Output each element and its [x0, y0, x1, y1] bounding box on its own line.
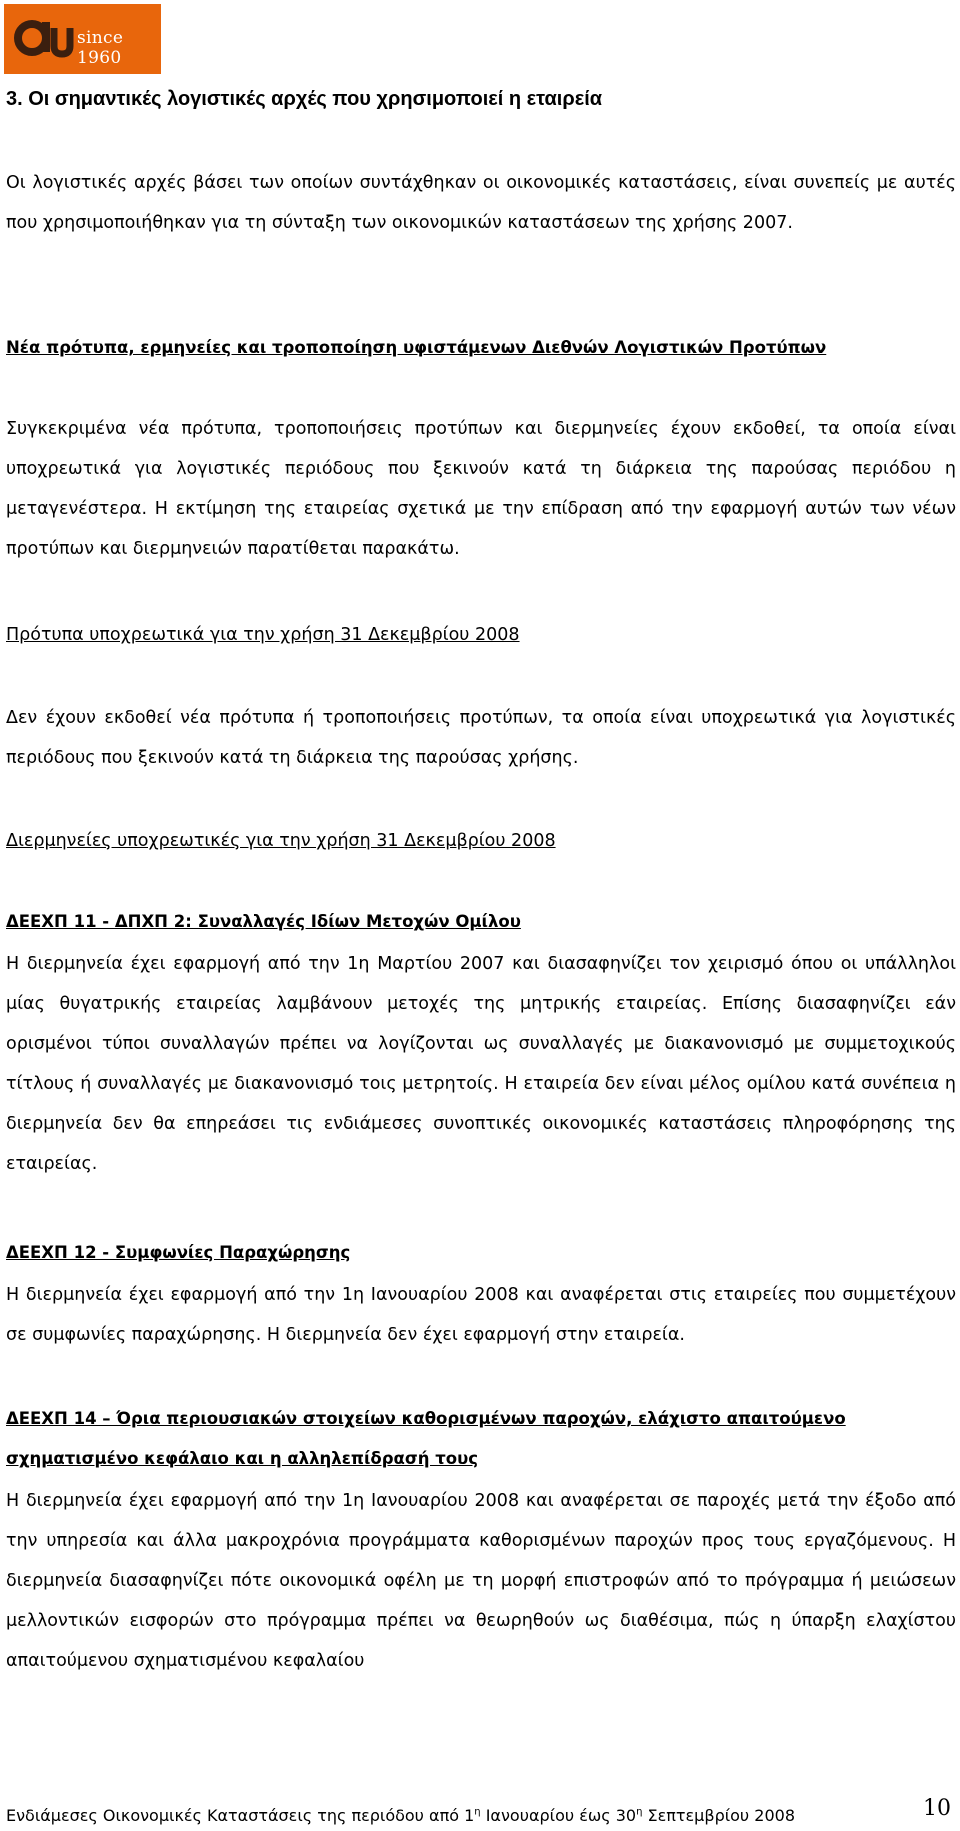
ifric12-paragraph: Η διερμηνεία έχει εφαρμογή από την 1η Ιανουαρίου 2008 και αναφέρεται στις εταιρείες που συμμετέχουν σε συμφωνίες παραχώρησης. Η διερμηνεία δεν έχει εφαρμογή στην εταιρεία.: [6, 1285, 956, 1345]
intro-paragraph: Οι λογιστικές αρχές βάσει των οποίων συντάχθηκαν οι οικονομικές καταστάσεις, είναι συνεπείς με αυτές που χρησιμοποιήθηκαν για τη σύνταξη των οικονομικών καταστάσεων της χρήσης 2007.: [6, 173, 956, 233]
footer-text-part3: Σεπτεμβρίου 2008: [642, 1806, 795, 1825]
ifric12-title: ΔΕΕΧΠ 12 - Συμφωνίες Παραχώρησης: [6, 1243, 351, 1262]
footer-text-part1: Ενδιάμεσες Οικονομικές Καταστάσεις της περιόδου από 1: [6, 1806, 475, 1825]
ifric14-title-line1: ΔΕΕΧΠ 14 – Όρια περιουσιακών στοιχείων καθορισμένων παροχών, ελάχιστο απαιτούμενο: [6, 1409, 846, 1428]
footer-superscript-2: η: [636, 1806, 643, 1818]
logo-tagline: since 1960: [77, 28, 124, 68]
mandatory-interpretations-title: Διερμηνείες υποχρεωτικές για την χρήση 31 Δεκεμβρίου 2008: [6, 831, 556, 851]
logo-mark-icon: [12, 14, 78, 64]
company-logo: [4, 4, 161, 74]
page-footer: [6, 1806, 795, 1825]
ifric11-title: ΔΕΕΧΠ 11 - ΔΠΧΠ 2: Συναλλαγές Ιδίων Μετοχών Ομίλου: [6, 912, 521, 931]
section-heading: 3. Οι σημαντικές λογιστικές αρχές που χρησιμοποιεί η εταιρεία: [6, 88, 603, 110]
footer-text-part2: Ιανουαρίου έως 30: [480, 1806, 637, 1825]
mandatory-standards-title: Πρότυπα υποχρεωτικά για την χρήση 31 Δεκεμβρίου 2008: [6, 625, 520, 645]
new-standards-title: Νέα πρότυπα, ερμηνείες και τροποποίηση υφιστάμενων Διεθνών Λογιστικών Προτύπων: [6, 338, 827, 357]
ifric14-title-line2: σχηματισμένο κεφάλαιο και η αλληλεπίδρασή τους: [6, 1449, 479, 1468]
ifric11-paragraph: Η διερμηνεία έχει εφαρμογή από την 1η Μαρτίου 2007 και διασαφηνίζει τον χειρισμό όπου οι υπάλληλοι μίας θυγατρικής εταιρείας λαμβάνουν μετοχές της μητρικής εταιρείας. Επίσης διασαφηνίζει εάν ορισμένοι τύποι συναλλαγών πρέπει να λογίζονται ως συναλλαγές με διακανονισμό με συμμετοχικούς τίτλους ή συναλλαγές με διακανονισμό τοις μετρητοίς. Η εταιρεία δεν είναι μέλος ομίλου κατά συνέπεια η διερμηνεία δεν θα επηρεάσει τις ενδιάμεσες συνοπτικές οικονομικές καταστάσεις πληροφόρησης της εταιρείας.: [6, 954, 956, 1174]
ifric14-paragraph: Η διερμηνεία έχει εφαρμογή από την 1η Ιανουαρίου 2008 και αναφέρεται σε παροχές μετά την έξοδο από την υπηρεσία και άλλα μακροχρόνια προγράμματα καθορισμένων παροχών προς τους εργαζόμενους. Η διερμηνεία διασαφηνίζει πότε οικονομικά οφέλη με τη μορφή επιστροφών από το πρόγραμμα ή μειώσεων μελλοντικών εισφορών στο πρόγραμμα πρέπει να θεωρηθούν ως διαθέσιμα, πώς η ύπαρξη ελαχίστου απαιτούμενου σχηματισμένου κεφαλαίου: [6, 1491, 956, 1671]
page-number: 10: [923, 1796, 951, 1821]
new-standards-paragraph: Συγκεκριμένα νέα πρότυπα, τροποποιήσεις προτύπων και διερμηνείες έχουν εκδοθεί, τα οποία είναι υποχρεωτικά για λογιστικές περιόδους που ξεκινούν κατά τη διάρκεια της παρούσας περιόδου η μεταγενέστερα. Η εκτίμηση της εταιρείας σχετικά με την επίδραση από την εφαρμογή αυτών των νέων προτύπων και διερμηνειών παρατίθεται παρακάτω.: [6, 419, 956, 559]
mandatory-standards-paragraph: Δεν έχουν εκδοθεί νέα πρότυπα ή τροποποιήσεις προτύπων, τα οποία είναι υποχρεωτικά για λογιστικές περιόδους που ξεκινούν κατά τη διάρκεια της παρούσας χρήσης.: [6, 708, 956, 768]
footer-superscript-1: η: [474, 1806, 481, 1818]
